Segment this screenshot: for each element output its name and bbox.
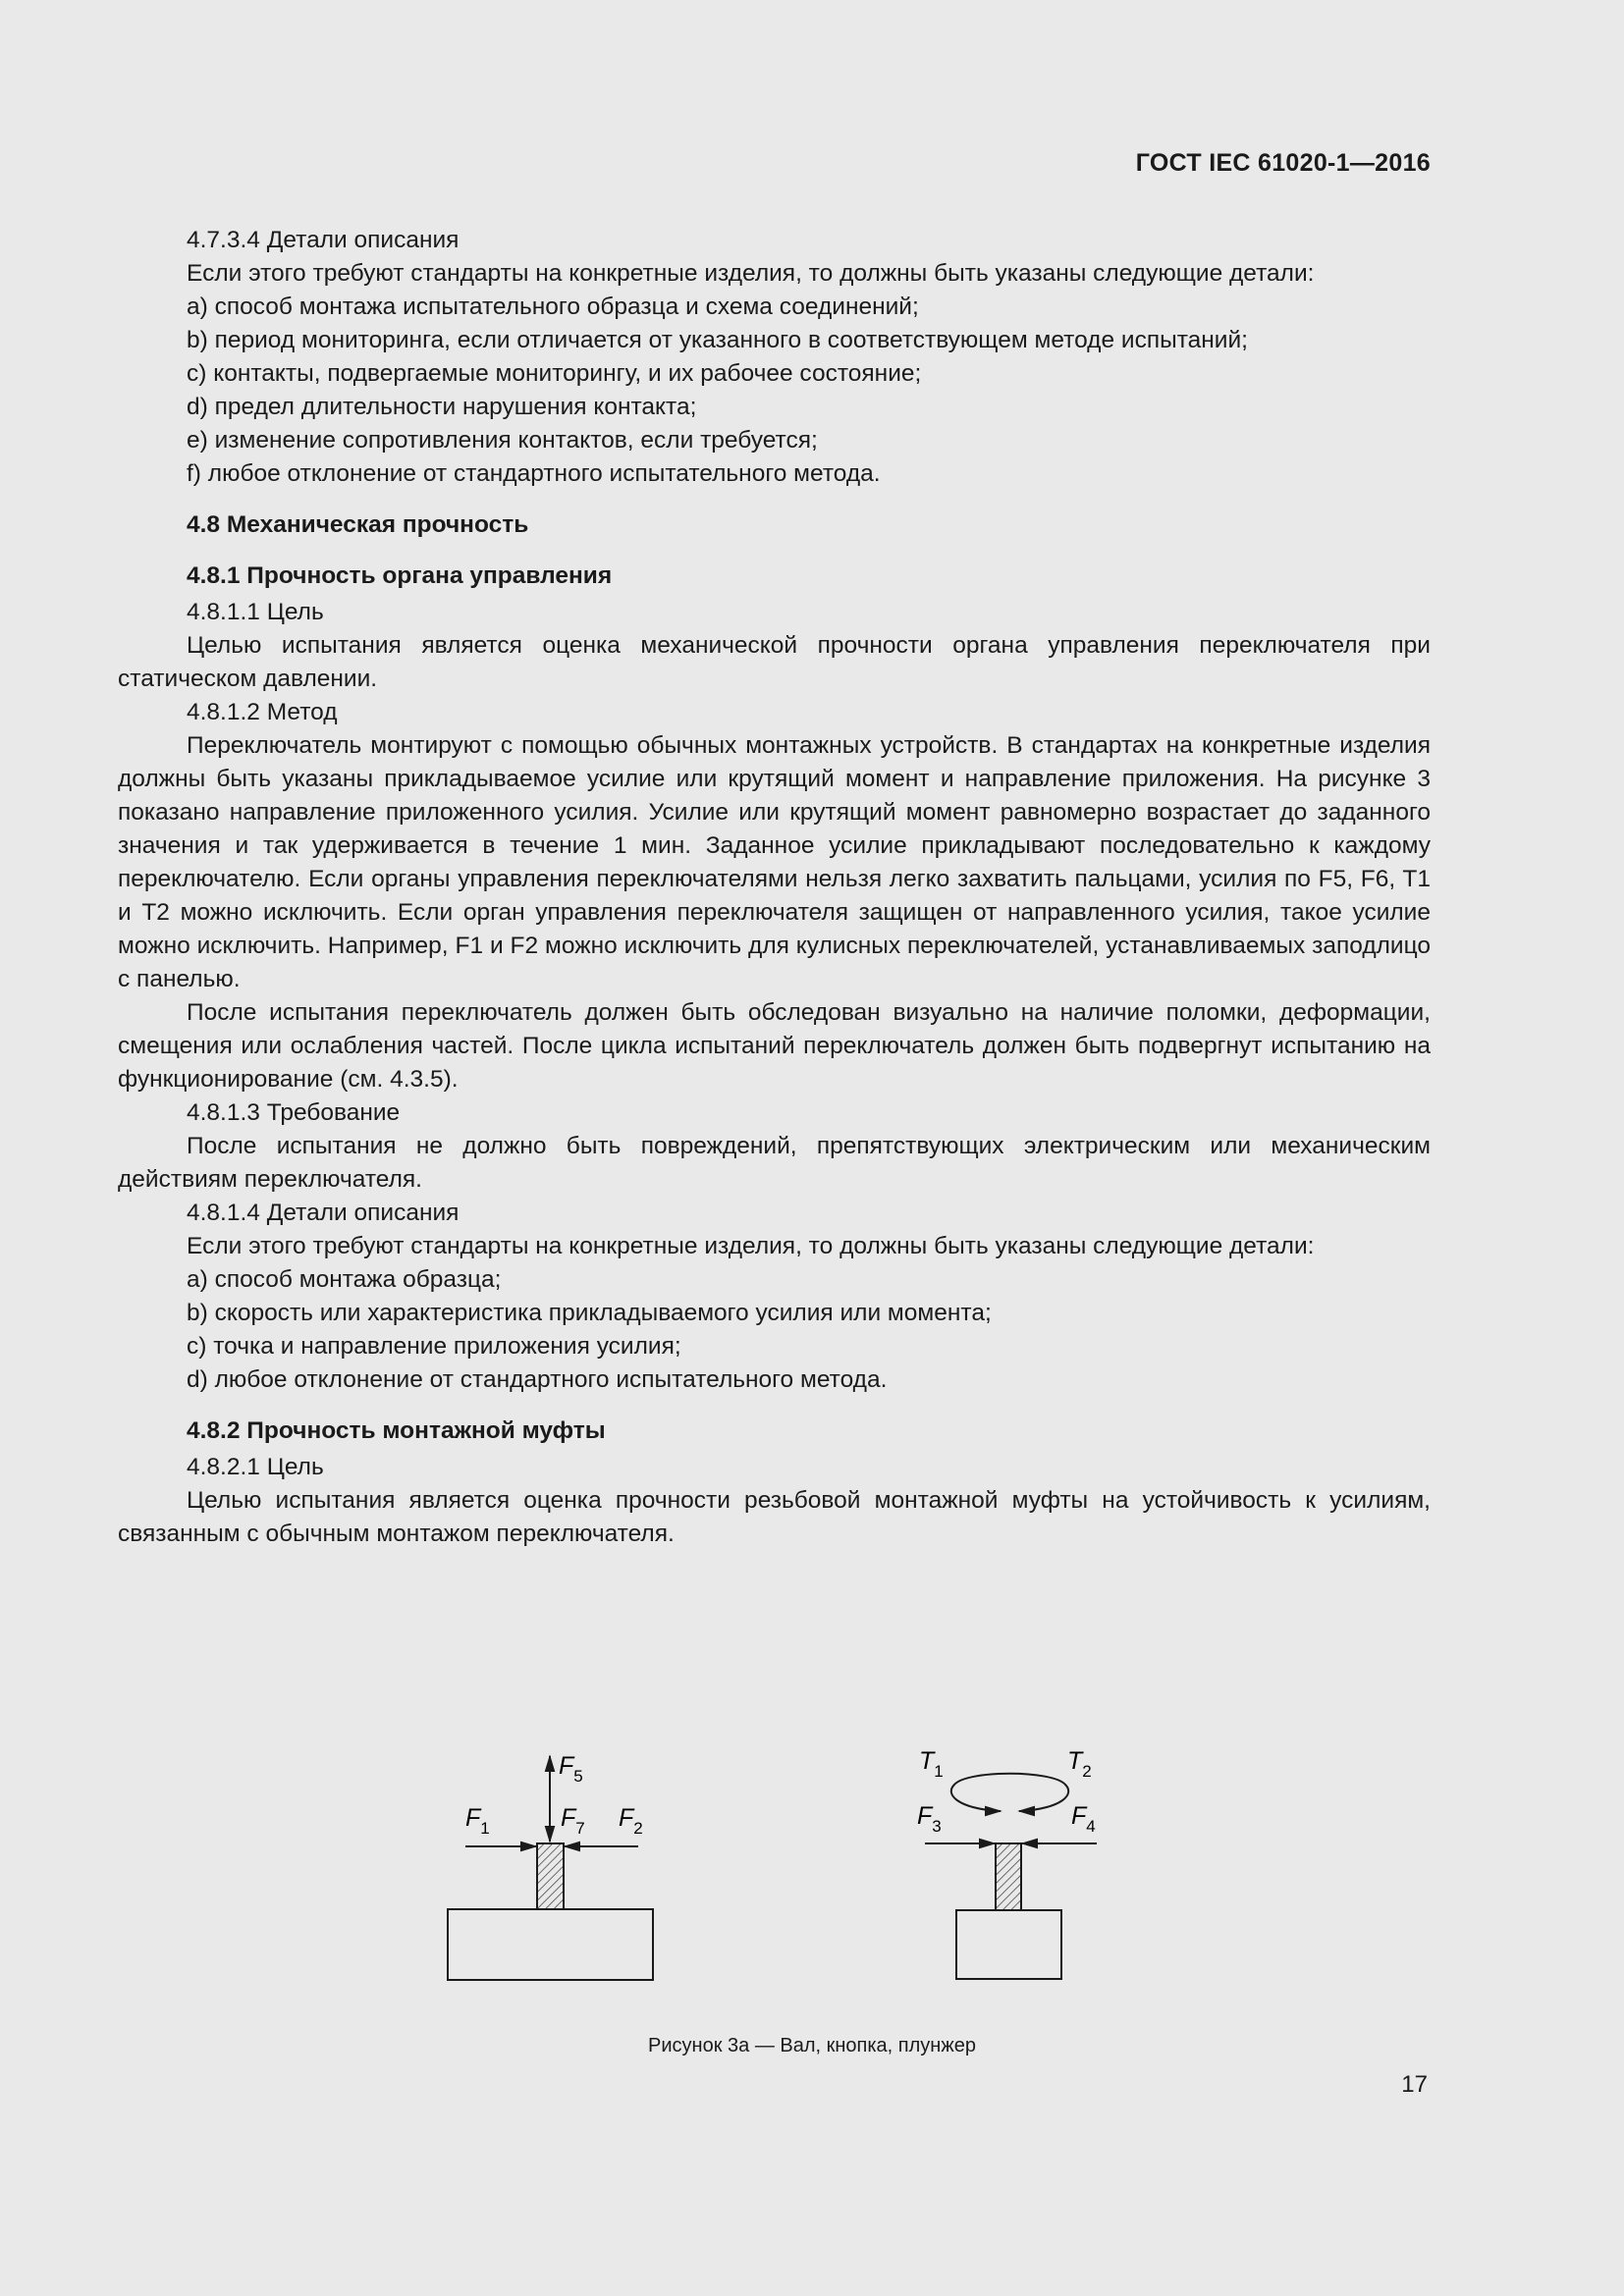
figure-3a — [0, 1737, 1624, 2071]
page-number: 17 — [1401, 2071, 1428, 2098]
section-4-8-1-3-title: 4.8.1.3 Требование — [187, 1099, 401, 1126]
list-item: e) изменение сопротивления контактов, если требуется; — [187, 427, 818, 454]
heading-4-8: 4.8 Механическая прочность — [187, 511, 529, 538]
list-item: b) скорость или характеристика прикладываемого усилия или момента; — [187, 1300, 992, 1326]
document-header: ГОСТ IEC 61020-1—2016 — [1135, 149, 1431, 177]
label-f2: $F_2$ — [619, 1804, 643, 1838]
list-item: b) период мониторинга, если отличается от указанного в соответствующем методе испытаний; — [187, 327, 1248, 353]
list-item: a) способ монтажа образца; — [187, 1266, 502, 1293]
list-item: c) точка и направление приложения усилия; — [187, 1333, 681, 1360]
section-4-8-1-2-title: 4.8.1.2 Метод — [187, 699, 338, 725]
list-item: c) контакты, подвергаемые мониторингу, и их рабочее состояние; — [187, 360, 922, 387]
list-item: f) любое отклонение от стандартного испытательного метода. — [187, 460, 881, 487]
list-item: d) любое отклонение от стандартного испытательного метода. — [187, 1366, 888, 1393]
section-4-8-1-1-text: Целью испытания является оценка механической прочности органа управления переключателя при статическом давлении. — [118, 632, 1431, 692]
section-4-8-2-1-text: Целью испытания является оценка прочности резьбовой монтажной муфты на устойчивость к усилиям, связанным с обычным монтажом переключателя. — [118, 1487, 1431, 1547]
label-t2: $T_2$ — [1067, 1747, 1092, 1781]
diagram-left — [448, 1752, 653, 1980]
base-block — [956, 1910, 1061, 1979]
heading-4-8-2: 4.8.2 Прочность монтажной муфты — [187, 1417, 606, 1444]
figure-caption: Рисунок 3а — Вал, кнопка, плунжер — [648, 2035, 976, 2056]
list-item: a) способ монтажа испытательного образца и схема соединений; — [187, 294, 919, 320]
heading-4-8-1: 4.8.1 Прочность органа управления — [187, 562, 613, 589]
shaft — [996, 1843, 1021, 1910]
section-4-8-1-2-p1: Переключатель монтируют с помощью обычных монтажных устройств. В стандартах на конкретные изделия должны быть указаны прикладываемое усилие или крутящий момент и направление приложения. На рисунке 3 показано направление приложенного усилия. Усилие или крутящий момент равномерно возрастает до заданного значения и так удерживается в течение 1 мин. Заданное усилие прикладывают последовательно к каждому переключателю. Если органы управления переключателями нельзя легко захватить пальцами, усилия по F5, F6, T1 и T2 можно исключить. Если орган управления переключателя защищен от направленного усилия, такое усилие можно исключить. Например, F1 и F2 можно исключить для кулисных переключателей, устанавливаемых заподлицо с панелью. — [118, 732, 1431, 992]
body-text — [118, 224, 1431, 1551]
section-4-8-1-2-p2: После испытания переключатель должен быть обследован визуально на наличие поломки, деформации, смещения или ослабления частей. После цикла испытаний переключатель должен быть подвергнут испытанию на функционирование (см. 4.3.5). — [118, 999, 1431, 1093]
label-f7: $F_7$ — [561, 1804, 585, 1838]
section-4-8-2-1-title: 4.8.2.1 Цель — [187, 1454, 324, 1480]
label-f4: $F_4$ — [1071, 1802, 1096, 1836]
label-f1: $F_1$ — [465, 1804, 490, 1838]
section-4-8-1-1-title: 4.8.1.1 Цель — [187, 599, 324, 625]
label-f5: $F_5$ — [559, 1752, 583, 1786]
section-4-8-1-4-intro: Если этого требуют стандарты на конкретные изделия, то должны быть указаны следующие детали: — [187, 1233, 1315, 1259]
section-4-7-3-4-intro: Если этого требуют стандарты на конкретные изделия, то должны быть указаны следующие детали: — [187, 260, 1315, 287]
label-f3: $F_3$ — [917, 1802, 942, 1836]
label-t1: $T_1$ — [919, 1747, 944, 1781]
diagram-right — [917, 1747, 1097, 1979]
torque-ellipse — [951, 1774, 1068, 1811]
section-4-8-1-4-title: 4.8.1.4 Детали описания — [187, 1200, 460, 1226]
section-4-8-1-3-text: После испытания не должно быть повреждений, препятствующих электрическим или механическим действиям переключателя. — [118, 1133, 1431, 1193]
shaft — [537, 1843, 564, 1909]
list-item: d) предел длительности нарушения контакта; — [187, 394, 697, 420]
section-4-7-3-4-title: 4.7.3.4 Детали описания — [187, 227, 460, 253]
base-block — [448, 1909, 653, 1980]
